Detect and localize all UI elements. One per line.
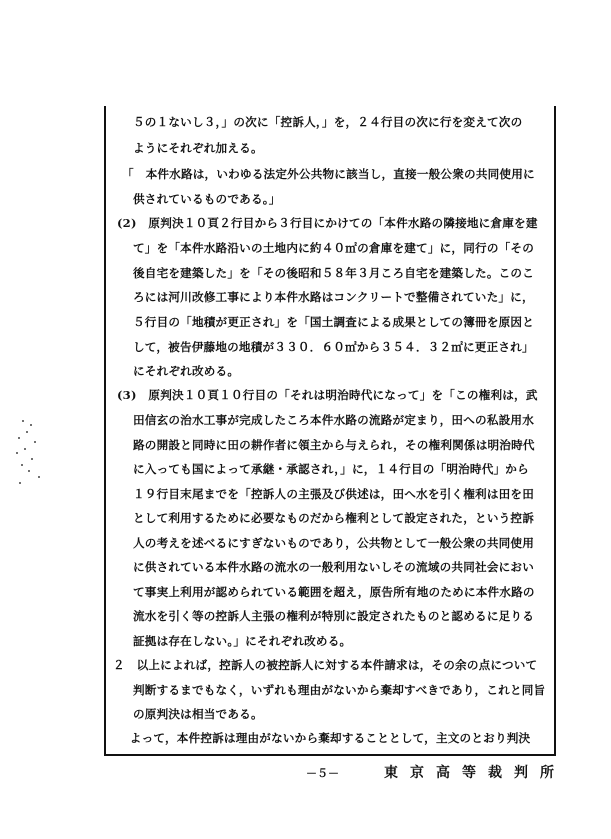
text-line: 流水を引く等の控訴人主張の権利が特別に設定されたものと認めるに足りる — [133, 609, 534, 623]
text-line: ５の１ないし３，」の次に「控訴人，」を，２４行目の次に行を変えて次の — [133, 115, 523, 129]
text-line: 判断するまでもなく，いずれも理由がないから棄却すべきであり，これと同旨 — [133, 683, 546, 697]
text-line: ５行目の「地積が更正され」を「国土調査による成果としての簿冊を原因と — [133, 315, 534, 329]
text-line: て」を「本件水路沿いの土地内に約４０㎡の倉庫を建て」に，同行の「その — [133, 241, 534, 255]
text-line: ろには河川改修工事により本件水路はコンクリートで整備されていた」に， — [133, 290, 534, 304]
text-line: ようにそれぞれ加える。 — [133, 141, 263, 155]
text-line: 田信玄の治水工事が完成したころ本件水路の流路が定まり，田への私設用水 — [133, 413, 534, 427]
text-line: (2) 原判決１０頁２行目から３行目にかけての「本件水路の隣接地に倉庫を建 — [117, 216, 538, 230]
text-line: 証拠は存在しない。」にそれぞれ改める。 — [133, 634, 352, 648]
text-line: 「 本件水路は，いわゆる法定外公共物に該当し，直接一般公衆の共同使用に — [122, 167, 535, 181]
text-line: ２ 以上によれば，控訴人の被控訴人に対する本件請求は，その余の点について — [113, 658, 538, 672]
court-name: 東京高等裁判所 — [384, 765, 566, 781]
text-line: よって，本件控訴は理由がないから棄却することとして，主文のとおり判決 — [118, 731, 531, 745]
text-line: 後自宅を建築した」を「その後昭和５８年３月ころ自宅を建築した。このこ — [133, 266, 534, 280]
text-line: して，被告伊藤地の地積が３３０．６０㎡から３５４．３２㎡に更正され」 — [133, 340, 534, 354]
text-line: に供されている本件水路の流水の一般利用ないしその流域の共同社会におい — [133, 560, 534, 574]
page-number: －５－ — [306, 767, 339, 780]
text-line: １９行目末尾までを「控訴人の主張及び供述は，田へ水を引く権利は田を田 — [133, 487, 534, 501]
text-line: に入っても国によって承継・承認され，」に，１４行目の「明治時代」から — [133, 462, 529, 476]
text-line: (3) 原判決１０頁１０行目の「それは明治時代になって」を「この権利は，武 — [117, 388, 538, 402]
text-line: て事実上利用が認められている範囲を超え，原告所有地のために本件水路の — [133, 585, 535, 599]
text-line: として利用するために必要なものだから権利として設定された，という控訴 — [133, 511, 534, 525]
text-line: 供されているものである。」 — [133, 192, 281, 206]
text-line: の原判決は相当である。 — [133, 707, 263, 721]
text-line: 路の開設と同時に田の耕作者に領主から与えられ，その権利関係は明治時代 — [133, 438, 535, 452]
text-line: にそれぞれ改める。 — [133, 364, 240, 378]
text-line: 人の考えを述べるにすぎないものであり，公共物として一般公衆の共同使用 — [133, 536, 534, 550]
